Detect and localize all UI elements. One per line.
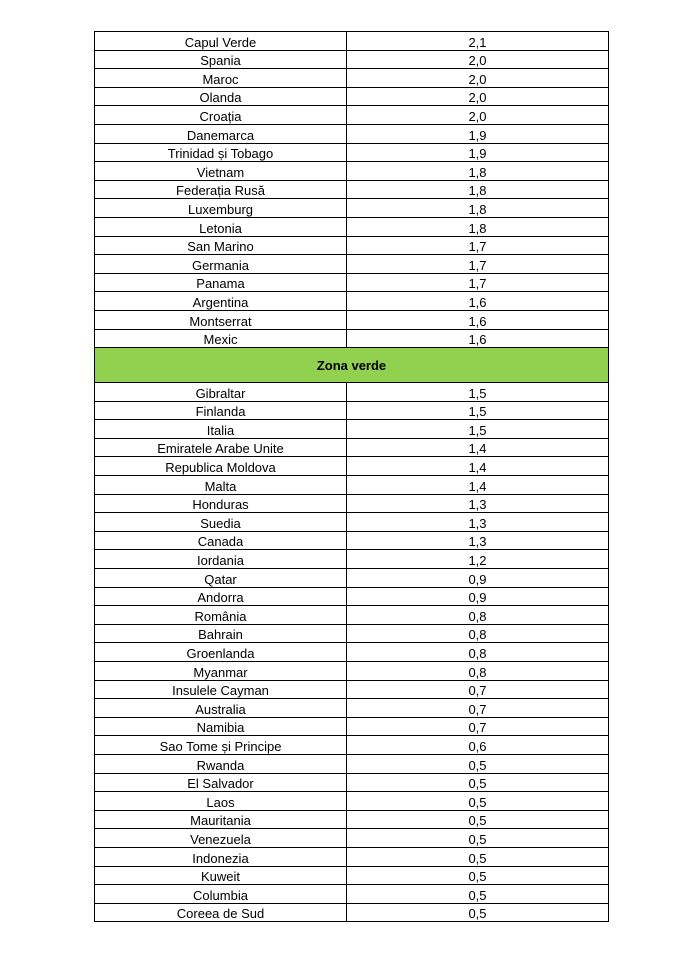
country-cell: El Salvador xyxy=(95,773,347,792)
country-cell: Panama xyxy=(95,273,347,292)
table-row xyxy=(95,180,609,199)
value-cell: 0,8 xyxy=(347,643,609,662)
table-row xyxy=(95,292,609,311)
country-cell: Canada xyxy=(95,531,347,550)
table-row xyxy=(95,438,609,457)
table-row xyxy=(95,810,609,829)
value-cell: 1,4 xyxy=(347,438,609,457)
country-cell: Qatar xyxy=(95,569,347,588)
value-cell: 1,6 xyxy=(347,310,609,329)
table-row xyxy=(95,273,609,292)
country-cell: Trinidad și Tobago xyxy=(95,143,347,162)
table-row xyxy=(95,885,609,904)
value-cell: 1,4 xyxy=(347,476,609,495)
country-cell: România xyxy=(95,606,347,625)
table-row xyxy=(95,699,609,718)
country-cell: Iordania xyxy=(95,550,347,569)
country-cell: Rwanda xyxy=(95,754,347,773)
country-cell: Malta xyxy=(95,476,347,495)
country-cell: Andorra xyxy=(95,587,347,606)
table-row xyxy=(95,255,609,274)
table-row xyxy=(95,829,609,848)
value-cell: 1,9 xyxy=(347,143,609,162)
table-row xyxy=(95,124,609,143)
value-cell: 0,7 xyxy=(347,699,609,718)
value-cell: 0,5 xyxy=(347,829,609,848)
value-cell: 1,8 xyxy=(347,162,609,181)
value-cell: 1,7 xyxy=(347,236,609,255)
country-cell: Montserrat xyxy=(95,310,347,329)
country-cell: Federația Rusă xyxy=(95,180,347,199)
country-cell: Vietnam xyxy=(95,162,347,181)
country-cell: San Marino xyxy=(95,236,347,255)
value-cell: 1,5 xyxy=(347,420,609,439)
table-body-bottom xyxy=(95,383,609,922)
table-row xyxy=(95,199,609,218)
value-cell: 0,5 xyxy=(347,903,609,922)
table-row xyxy=(95,531,609,550)
table-row xyxy=(95,606,609,625)
country-cell: Emiratele Arabe Unite xyxy=(95,438,347,457)
table-row xyxy=(95,550,609,569)
value-cell: 0,5 xyxy=(347,810,609,829)
value-cell: 0,5 xyxy=(347,885,609,904)
country-cell: Myanmar xyxy=(95,662,347,681)
value-cell: 0,6 xyxy=(347,736,609,755)
country-cell: Letonia xyxy=(95,217,347,236)
country-cell: Honduras xyxy=(95,494,347,513)
value-cell: 1,6 xyxy=(347,329,609,348)
value-cell: 1,7 xyxy=(347,273,609,292)
value-cell: 1,3 xyxy=(347,494,609,513)
value-cell: 0,7 xyxy=(347,680,609,699)
table-row xyxy=(95,310,609,329)
country-cell: Australia xyxy=(95,699,347,718)
country-cell: Germania xyxy=(95,255,347,274)
country-cell: Luxemburg xyxy=(95,199,347,218)
zone-label: Zona verde xyxy=(95,348,609,383)
value-cell: 1,8 xyxy=(347,199,609,218)
table-row xyxy=(95,106,609,125)
country-cell: Sao Tome și Principe xyxy=(95,736,347,755)
country-cell: Spania xyxy=(95,50,347,69)
table-row xyxy=(95,420,609,439)
country-cell: Maroc xyxy=(95,69,347,88)
country-cell: Mexic xyxy=(95,329,347,348)
table-row xyxy=(95,143,609,162)
value-cell: 1,5 xyxy=(347,401,609,420)
value-cell: 1,8 xyxy=(347,180,609,199)
value-cell: 0,5 xyxy=(347,847,609,866)
table-row xyxy=(95,792,609,811)
table-row xyxy=(95,162,609,181)
country-cell: Republica Moldova xyxy=(95,457,347,476)
value-cell: 2,0 xyxy=(347,50,609,69)
value-cell: 1,3 xyxy=(347,513,609,532)
value-cell: 1,9 xyxy=(347,124,609,143)
table-row xyxy=(95,569,609,588)
country-cell: Insulele Cayman xyxy=(95,680,347,699)
table-row xyxy=(95,513,609,532)
table-row xyxy=(95,624,609,643)
table-row xyxy=(95,847,609,866)
table-row xyxy=(95,69,609,88)
country-cell: Namibia xyxy=(95,717,347,736)
table-row xyxy=(95,401,609,420)
value-cell: 0,5 xyxy=(347,754,609,773)
value-cell: 0,5 xyxy=(347,792,609,811)
table-row xyxy=(95,457,609,476)
table-row xyxy=(95,866,609,885)
table-row xyxy=(95,903,609,922)
value-cell: 0,5 xyxy=(347,866,609,885)
table-row xyxy=(95,383,609,402)
value-cell: 0,7 xyxy=(347,717,609,736)
value-cell: 0,8 xyxy=(347,624,609,643)
value-cell: 0,9 xyxy=(347,587,609,606)
value-cell: 2,0 xyxy=(347,69,609,88)
country-cell: Venezuela xyxy=(95,829,347,848)
value-cell: 1,2 xyxy=(347,550,609,569)
zone-section xyxy=(95,348,609,383)
value-cell: 0,8 xyxy=(347,606,609,625)
country-cell: Groenlanda xyxy=(95,643,347,662)
country-cell: Kuweit xyxy=(95,866,347,885)
table-row xyxy=(95,773,609,792)
table-row xyxy=(95,236,609,255)
value-cell: 1,5 xyxy=(347,383,609,402)
country-cell: Italia xyxy=(95,420,347,439)
country-cell: Argentina xyxy=(95,292,347,311)
country-cell: Finlanda xyxy=(95,401,347,420)
table-row xyxy=(95,329,609,348)
table-row xyxy=(95,50,609,69)
table-row xyxy=(95,32,609,51)
table-row xyxy=(95,476,609,495)
country-cell: Croația xyxy=(95,106,347,125)
country-cell: Capul Verde xyxy=(95,32,347,51)
value-cell: 0,8 xyxy=(347,662,609,681)
value-cell: 0,9 xyxy=(347,569,609,588)
value-cell: 0,5 xyxy=(347,773,609,792)
table-row xyxy=(95,217,609,236)
table-row xyxy=(95,680,609,699)
table-row xyxy=(95,587,609,606)
country-cell: Coreea de Sud xyxy=(95,903,347,922)
value-cell: 2,0 xyxy=(347,87,609,106)
country-cell: Gibraltar xyxy=(95,383,347,402)
country-cell: Bahrain xyxy=(95,624,347,643)
table-body-top xyxy=(95,32,609,348)
table-row xyxy=(95,754,609,773)
country-cell: Mauritania xyxy=(95,810,347,829)
table-row xyxy=(95,87,609,106)
value-cell: 2,0 xyxy=(347,106,609,125)
value-cell: 1,4 xyxy=(347,457,609,476)
table-row xyxy=(95,736,609,755)
table-row xyxy=(95,717,609,736)
table-row xyxy=(95,643,609,662)
value-cell: 1,3 xyxy=(347,531,609,550)
country-cell: Suedia xyxy=(95,513,347,532)
country-cell: Laos xyxy=(95,792,347,811)
country-cell: Columbia xyxy=(95,885,347,904)
value-cell: 1,6 xyxy=(347,292,609,311)
country-rate-table xyxy=(94,31,609,922)
country-cell: Olanda xyxy=(95,87,347,106)
value-cell: 1,7 xyxy=(347,255,609,274)
value-cell: 1,8 xyxy=(347,217,609,236)
value-cell: 2,1 xyxy=(347,32,609,51)
table-row xyxy=(95,494,609,513)
country-cell: Indonezia xyxy=(95,847,347,866)
zone-header-row xyxy=(95,348,609,383)
table-row xyxy=(95,662,609,681)
country-cell: Danemarca xyxy=(95,124,347,143)
